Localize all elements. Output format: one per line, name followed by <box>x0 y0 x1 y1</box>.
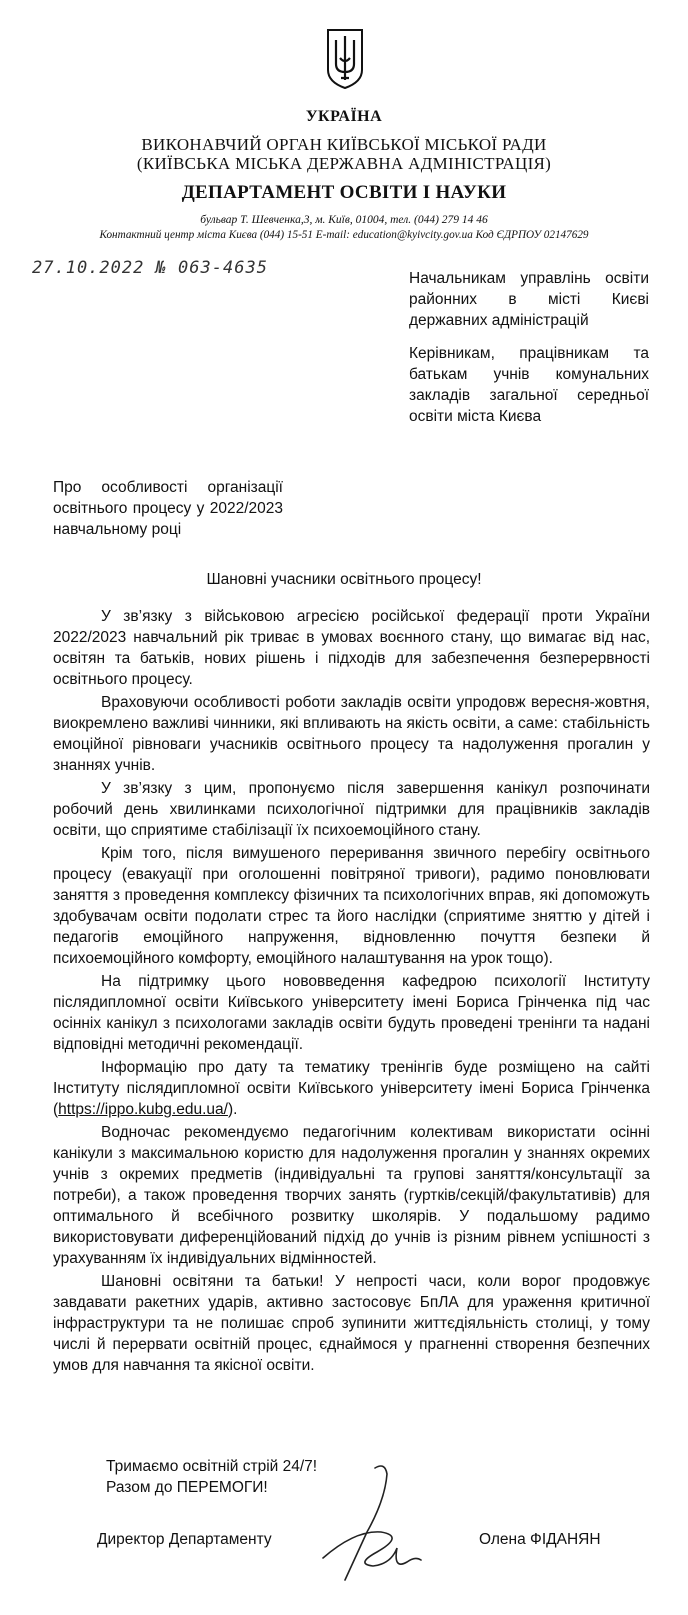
contacts-line: Контактний центр міста Києва (044) 15-51 E-mail: education@kyivcity.gov.ua Код ЄДРПОУ 02147629 <box>99 229 589 241</box>
closing-line-1: Тримаємо освітній стрій 24/7! <box>106 1458 318 1475</box>
registration-number: 27.10.2022 № 063-4635 <box>32 258 268 278</box>
paragraph: Крім того, після вимушеного переривання звичного перебігу освітнього процесу (евакуації при оголошенні повітряної тривоги), радимо поновлювати заняття з проведення комплексу фізичних та психологічних вправ, які допоможуть здобувачам освіти подолати стрес та його наслідки (сприятиме зняттю у дітей і педагогів емоційного напруження, відновленню почуття безпеки й психоемоційного комфорту, емоційного налаштування на урок тощо). <box>53 845 650 967</box>
letter-body <box>53 606 650 1378</box>
organization-line-2: (КИЇВСЬКА МІСЬКА ДЕРЖАВНА АДМІНІСТРАЦІЯ) <box>136 154 552 173</box>
addressee-first: Начальникам управлінь освіти районних в місті Києві державних адміністрацій <box>409 270 649 329</box>
institute-website-link[interactable]: https://ippo.kubg.edu.ua/ <box>58 1101 228 1118</box>
paragraph: Водночас рекомендуємо педагогічним колективам використати осінні канікули з максимальною користю для надолуження прогалин у знаннях окремих учнів з окремих предметів (індивідуальні та групові заняття/консультації за потреби), а також проведення творчих занять (гуртків/секцій/факультативів) для оптимального й всебічного розвитку школярів. У подальшому радимо використовувати диференційований підхід до учнів із різним рівнем успішності з урахуванням їх індивідуальних відмінностей. <box>53 1124 650 1267</box>
paragraph: Шановні освітяни та батьки! У непрості часи, коли ворог продовжує завдавати ракетних ударів, активно застосовує БпЛА для ураження критичної інфраструктури та не полишає спроб зупинити життєдіяльність столиці, у тому числі й перервати освітній процес, єднаймося у прагненні створення безпечних умов для навчання та якісної освіти. <box>53 1273 650 1374</box>
closing-block <box>106 1456 317 1498</box>
letter-subject: Про особливості організації освітнього процесу у 2022/2023 навчальному році <box>53 479 283 538</box>
paragraph-text: Інформацію про дату та тематику тренінгів буде розміщено на сайті Інституту післядипломної освіти Київського університету імені Бориса Грінченка ( <box>53 1059 650 1118</box>
paragraph: У зв’язку з цим, пропонуємо після завершення канікул розпочинати робочий день хвилинками психологічної підтримки для працівників закладів освіти, що сприятиме стабілізації їх психоемоційного стану. <box>53 780 650 839</box>
department-heading: ДЕПАРТАМЕНТ ОСВІТИ І НАУКИ <box>181 182 507 203</box>
salutation: Шановні учасники освітнього процесу! <box>206 571 482 588</box>
addressee-second: Керівникам, працівникам та батькам учнів комунальних закладів загальної середньої освіти міста Києва <box>409 345 649 425</box>
signatory-name: Олена ФІДАНЯН <box>479 1531 601 1548</box>
country-heading: УКРАЇНА <box>305 108 383 125</box>
address-line: бульвар Т. Шевченка,3, м. Київ, 01004, тел. (044) 279 14 46 <box>200 214 488 226</box>
paragraph: На підтримку цього нововведення кафедрою психології Інституту післядипломної освіти Київського університету імені Бориса Грінченка під час осінніх канікул з психологами закладів освіти будуть проведені тренінги та надані відповідні методичні рекомендації. <box>53 973 650 1053</box>
handwritten-signature <box>315 1460 435 1595</box>
paragraph <box>53 1057 650 1120</box>
closing-line-2: Разом до ПЕРЕМОГИ! <box>106 1479 268 1496</box>
paragraph: У зв’язку з військовою агресією російської федерації проти України 2022/2023 навчальний рік триває в умовах воєнного стану, що вимагає від нас, освітян та батьків, нових рішень і підходів для забезпечення безперервності освітнього процесу. <box>53 608 650 688</box>
trident-coat-of-arms-icon <box>326 28 364 90</box>
paragraph-text-end: ). <box>227 1101 238 1118</box>
paragraph: Враховуючи особливості роботи закладів освіти упродовж вересня-жовтня, виокремлено важливі чинники, які впливають на якість освіти, а саме: стабільність емоційної рівноваги учасників освітнього процесу та надолуження прогалин у знаннях учнів. <box>53 694 650 774</box>
signatory-title: Директор Департаменту <box>97 1531 272 1548</box>
organization-line-1: ВИКОНАВЧИЙ ОРГАН КИЇВСЬКОЇ МІСЬКОЇ РАДИ <box>141 135 547 154</box>
